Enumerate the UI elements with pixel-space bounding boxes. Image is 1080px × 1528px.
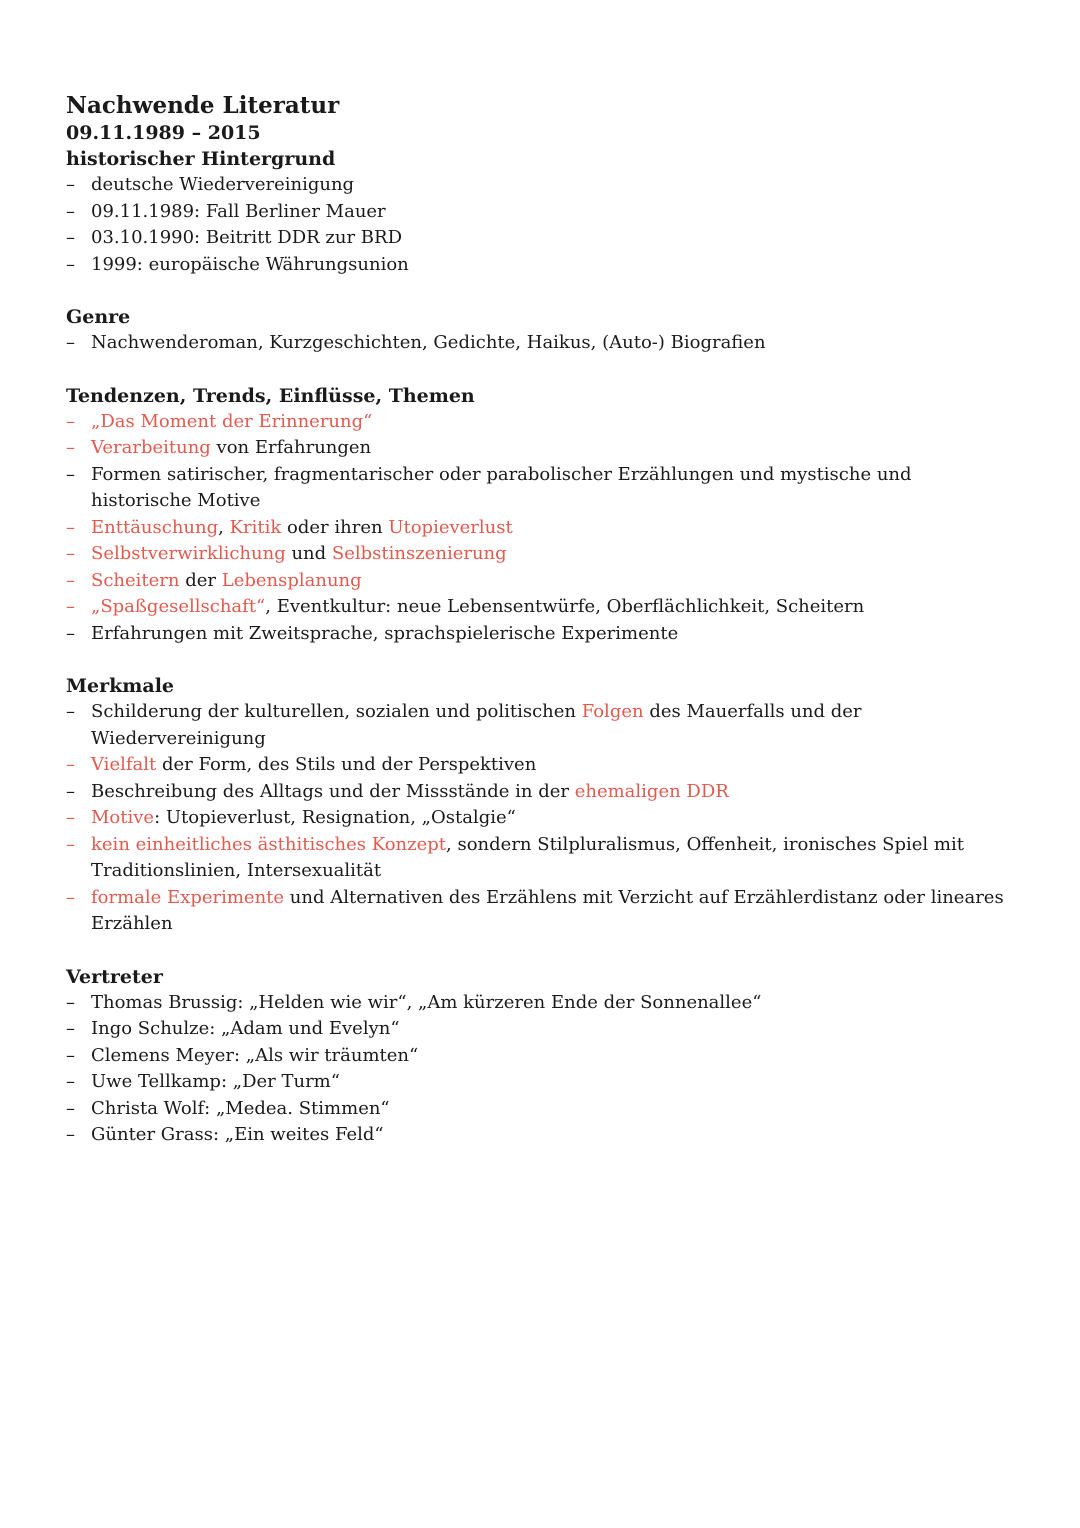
list-item [66, 699, 1006, 752]
item-text: 1999: europäische Währungsunion [91, 253, 409, 275]
item-text: Beschreibung des Alltags und der Missstände in der [91, 780, 575, 802]
item-text: Clemens Meyer: „Als wir träumten“ [91, 1044, 419, 1066]
bullet-list [66, 172, 1006, 278]
bullet-list [66, 699, 1006, 938]
item-text: Formen satirischer, fragmentarischer oder parabolischer Erzählungen und mystische und historische Motive [91, 463, 912, 511]
highlighted-text: formale Experimente [91, 886, 285, 908]
period-heading: 09.11.1989 – 2015 [66, 122, 261, 144]
list-item [66, 805, 1006, 832]
list-item [66, 779, 1006, 806]
list-item [66, 568, 1006, 595]
highlighted-text: Verarbeitung [91, 437, 211, 458]
list-item [66, 225, 1006, 252]
item-text: der [179, 569, 222, 591]
item-text: der Form, des Stils und der Perspektiven [156, 754, 537, 775]
list-item [66, 1069, 1006, 1096]
section-heading: Vertreter [66, 965, 163, 988]
item-text: von Erfahrungen [210, 437, 372, 458]
bullet-list [66, 409, 1006, 648]
item-text: deutsche Wiedervereinigung [91, 174, 355, 195]
item-text: 03.10.1990: Beitritt DDR zur BRD [91, 227, 403, 248]
list-item [66, 435, 1006, 462]
section-vertreter [66, 964, 1006, 1149]
item-text: : Utopieverlust, Resignation, „Ostalgie“ [154, 807, 516, 828]
section-historischer-hintergrund [66, 146, 1006, 278]
list-item [66, 885, 1006, 938]
list-item [66, 172, 1006, 199]
list-item [66, 1043, 1006, 1070]
item-text: Erfahrungen mit Zweitsprache, sprachspielerische Experimente [91, 622, 679, 644]
list-item [66, 252, 1006, 279]
item-text: und [285, 543, 332, 564]
list-item [66, 621, 1006, 648]
highlighted-text: „Spaßgesellschaft“ [91, 596, 266, 617]
list-item [66, 990, 1006, 1017]
list-item [66, 594, 1006, 621]
highlighted-text: Utopieverlust [388, 516, 513, 538]
item-text: , sondern Stilpluralismus, Offenheit, ironisches Spiel mit Traditionslinien, Intersexualität [91, 833, 964, 881]
highlighted-text: Motive [91, 807, 155, 828]
highlighted-text: Kritik [229, 516, 282, 538]
item-text: Thomas Brussig: „Helden wie wir“, „Am kürzeren Ende der Sonnenallee“ [91, 991, 762, 1013]
item-text: 09.11.1989: Fall Berliner Mauer [91, 200, 386, 222]
section-heading: Merkmale [66, 675, 175, 697]
item-text: , [218, 516, 230, 538]
highlighted-text: Folgen [581, 701, 644, 722]
highlighted-text: Selbstverwirklichung [91, 543, 286, 564]
item-text: Ingo Schulze: „Adam und Evelyn“ [91, 1018, 400, 1039]
document-title: Nachwende Literatur [66, 92, 340, 119]
bullet-list [66, 330, 1006, 357]
section-heading: historischer Hintergrund [66, 148, 336, 170]
list-item [66, 1096, 1006, 1123]
item-text: des Mauerfalls und der Wiedervereinigung [91, 701, 862, 749]
list-item [66, 832, 1006, 885]
list-item [66, 199, 1006, 226]
highlighted-text: „Das Moment der Erinnerung“ [91, 410, 373, 432]
section-heading: Tendenzen, Trends, Einflüsse, Themen [66, 384, 475, 407]
item-text: Schilderung der kulturellen, sozialen und politischen [91, 701, 582, 722]
section-merkmale [66, 673, 1006, 938]
document-page [66, 92, 1006, 1149]
section-tendenzen-trends-einflusse-themen [66, 383, 1006, 648]
item-text: , Eventkultur: neue Lebensentwürfe, Oberflächlichkeit, Scheitern [265, 596, 865, 617]
list-item [66, 462, 1006, 515]
item-text: Günter Grass: „Ein weites Feld“ [91, 1124, 384, 1145]
section-genre [66, 304, 1006, 357]
highlighted-text: Enttäuschung [91, 516, 219, 538]
section-heading: Genre [66, 306, 131, 328]
bullet-list [66, 990, 1006, 1149]
highlighted-text: Lebensplanung [221, 569, 362, 591]
list-item [66, 1016, 1006, 1043]
sections-container [66, 146, 1006, 1149]
item-text: Christa Wolf: „Medea. Stimmen“ [91, 1097, 390, 1119]
item-text: Uwe Tellkamp: „Der Turm“ [91, 1071, 340, 1092]
list-item [66, 330, 1006, 357]
item-text: oder ihren [281, 516, 389, 538]
list-item [66, 752, 1006, 779]
list-item [66, 1122, 1006, 1149]
highlighted-text: kein einheitliches ästhitisches Konzept [91, 833, 447, 855]
highlighted-text: ehemaligen DDR [574, 780, 729, 802]
item-text: Nachwenderoman, Kurzgeschichten, Gedichte, Haikus, (Auto-) Biografien [91, 332, 766, 353]
list-item [66, 409, 1006, 436]
highlighted-text: Selbstinszenierung [331, 543, 507, 564]
list-item [66, 515, 1006, 542]
item-text: und Alternativen des Erzählens mit Verzicht auf Erzählerdistanz oder lineares Erzählen [91, 886, 1004, 934]
highlighted-text: Vielfalt [91, 754, 157, 775]
list-item [66, 541, 1006, 568]
highlighted-text: Scheitern [91, 569, 180, 591]
